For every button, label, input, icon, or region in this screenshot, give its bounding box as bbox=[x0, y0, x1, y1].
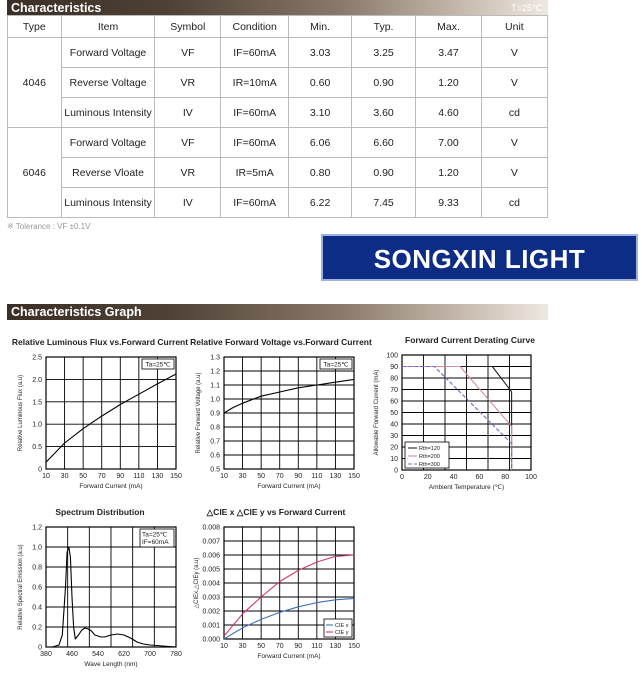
legend-text: Rth=300 bbox=[419, 462, 440, 468]
chart-title: Relative Forward Voltage vs.Forward Current bbox=[190, 337, 372, 347]
legend-text: Ta=25℃ bbox=[145, 361, 171, 369]
y-tick-label: 10 bbox=[390, 456, 398, 463]
typ-cell: 3.60 bbox=[351, 98, 415, 128]
x-tick-label: 150 bbox=[348, 473, 360, 480]
x-tick-label: 130 bbox=[329, 643, 342, 650]
max-cell: 4.60 bbox=[416, 98, 482, 128]
condition-cell: IR=10mA bbox=[221, 68, 289, 98]
x-tick-label: 110 bbox=[311, 643, 323, 650]
y-tick-label: 0.000 bbox=[202, 636, 220, 644]
y-tick-label: 2.5 bbox=[32, 354, 42, 362]
y-axis-label: Allowable Forward Current (mA) bbox=[374, 369, 380, 456]
y-axis-label: Relative Spectral Emission (a.u) bbox=[18, 544, 24, 630]
x-tick-label: 780 bbox=[170, 651, 182, 658]
col-symbol: Symbol bbox=[155, 16, 221, 38]
y-tick-label: 0.4 bbox=[32, 604, 42, 612]
col-unit: Unit bbox=[481, 16, 547, 38]
y-tick-label: 0.004 bbox=[202, 580, 220, 588]
condition-cell: IF=60mA bbox=[221, 188, 289, 218]
y-tick-label: 0.8 bbox=[32, 564, 42, 572]
typ-cell: 0.90 bbox=[351, 68, 415, 98]
min-cell: 3.10 bbox=[289, 98, 352, 128]
y-tick-label: 1.2 bbox=[210, 368, 220, 376]
col-min: Min. bbox=[289, 16, 352, 38]
x-tick-label: 100 bbox=[525, 474, 537, 481]
min-cell: 6.22 bbox=[289, 188, 352, 218]
y-tick-label: 0.7 bbox=[210, 438, 220, 446]
y-tick-label: 1.0 bbox=[210, 396, 220, 404]
y-tick-label: 0.005 bbox=[202, 566, 220, 574]
y-tick-label: 100 bbox=[386, 352, 398, 360]
y-tick-label: 1.0 bbox=[32, 421, 42, 429]
y-tick-label: 0.9 bbox=[210, 410, 220, 418]
x-tick-label: 130 bbox=[329, 473, 342, 480]
col-item: Item bbox=[61, 16, 155, 38]
y-tick-label: 0.002 bbox=[202, 608, 220, 616]
x-tick-label: 700 bbox=[144, 651, 156, 658]
y-tick-label: 50 bbox=[390, 410, 398, 417]
chart-spectrum bbox=[18, 507, 182, 668]
min-cell: 0.60 bbox=[289, 68, 352, 98]
y-tick-label: 0 bbox=[38, 466, 42, 474]
y-tick-label: 80 bbox=[390, 375, 398, 383]
y-tick-label: 90 bbox=[390, 364, 398, 371]
y-tick-label: 0.008 bbox=[202, 524, 220, 532]
max-cell: 1.20 bbox=[416, 68, 482, 98]
condition-cell: IF=60mA bbox=[221, 38, 289, 68]
x-tick-label: 380 bbox=[40, 651, 52, 658]
max-cell: 3.47 bbox=[416, 38, 482, 68]
legend-text: CIE y bbox=[335, 630, 349, 636]
y-tick-label: 1.3 bbox=[210, 354, 220, 362]
legend-text: IF=60mA bbox=[142, 539, 169, 546]
plot-frame bbox=[46, 357, 176, 469]
x-tick-label: 0 bbox=[400, 474, 404, 481]
x-tick-label: 70 bbox=[97, 473, 106, 480]
x-tick-label: 110 bbox=[133, 473, 145, 480]
y-tick-label: 30 bbox=[390, 433, 398, 440]
y-tick-label: 60 bbox=[390, 398, 398, 406]
y-axis-label: Relative Luminous Flux (a.u) bbox=[18, 374, 24, 452]
symbol-cell: VF bbox=[155, 38, 221, 68]
typ-cell: 3.25 bbox=[351, 38, 415, 68]
y-tick-label: 40 bbox=[390, 421, 398, 429]
x-axis-label: Forward Current (mA) bbox=[257, 653, 321, 660]
legend-text: Rth=200 bbox=[419, 454, 440, 460]
col-max: Max. bbox=[416, 16, 482, 38]
type-cell: 4046 bbox=[8, 38, 62, 128]
min-cell: 0.80 bbox=[289, 158, 352, 188]
x-tick-label: 130 bbox=[151, 473, 164, 480]
y-tick-label: 0 bbox=[38, 644, 42, 652]
condition-cell: IF=60mA bbox=[221, 98, 289, 128]
x-axis-label: Ambient Temperature (℃) bbox=[428, 484, 505, 491]
item-cell: Reverse Vloate bbox=[61, 158, 155, 188]
x-axis-label: Forward Current (mA) bbox=[257, 483, 321, 490]
unit-cell: cd bbox=[481, 188, 547, 218]
symbol-cell: VF bbox=[155, 128, 221, 158]
x-tick-label: 150 bbox=[348, 643, 360, 650]
x-tick-label: 10 bbox=[220, 473, 228, 480]
x-tick-label: 90 bbox=[116, 473, 125, 480]
x-tick-label: 60 bbox=[475, 474, 484, 481]
symbol-cell: IV bbox=[155, 98, 221, 128]
unit-cell: V bbox=[481, 68, 547, 98]
y-tick-label: 0.007 bbox=[202, 538, 220, 546]
col-type: Type bbox=[8, 16, 62, 38]
x-tick-label: 30 bbox=[238, 643, 247, 650]
x-tick-label: 110 bbox=[311, 473, 323, 480]
chart-forward-voltage bbox=[190, 337, 372, 490]
y-axis-label: Relative Forward Voltage (a.u) bbox=[196, 372, 202, 454]
type-cell: 6046 bbox=[8, 128, 62, 218]
condition-cell: IF=60mA bbox=[221, 128, 289, 158]
x-tick-label: 50 bbox=[79, 473, 88, 480]
y-tick-label: 0.006 bbox=[202, 552, 220, 560]
chart-cie bbox=[194, 507, 360, 660]
y-tick-label: 0.2 bbox=[32, 624, 42, 632]
temperature-condition: T=25℃ bbox=[511, 3, 542, 13]
y-tick-label: 70 bbox=[390, 387, 398, 394]
x-tick-label: 10 bbox=[42, 473, 50, 480]
x-axis-label: Wave Length (nm) bbox=[84, 661, 138, 668]
x-tick-label: 620 bbox=[118, 651, 130, 658]
legend-text: Ta=25℃ bbox=[323, 361, 349, 369]
x-tick-label: 460 bbox=[66, 651, 78, 658]
item-cell: Luminous Intensity bbox=[61, 188, 155, 218]
item-cell: Forward Voltage bbox=[61, 128, 155, 158]
y-tick-label: 0 bbox=[394, 467, 398, 475]
y-tick-label: 1.1 bbox=[210, 382, 220, 390]
x-tick-label: 80 bbox=[501, 474, 510, 481]
x-tick-label: 70 bbox=[275, 473, 284, 480]
min-cell: 3.03 bbox=[289, 38, 352, 68]
symbol-cell: VR bbox=[155, 68, 221, 98]
chart-title: Relative Luminous Flux vs.Forward Current bbox=[11, 337, 189, 347]
max-cell: 7.00 bbox=[416, 128, 482, 158]
typ-cell: 6.60 bbox=[351, 128, 415, 158]
unit-cell: V bbox=[481, 128, 547, 158]
chart-title: △CIE x △CIE y vs Forward Current bbox=[206, 507, 346, 517]
x-tick-label: 540 bbox=[92, 651, 104, 658]
legend-text: CIE x bbox=[335, 623, 349, 629]
typ-cell: 7.45 bbox=[351, 188, 415, 218]
x-tick-label: 90 bbox=[294, 643, 303, 650]
y-tick-label: 1.2 bbox=[32, 524, 42, 532]
chart-derating bbox=[374, 335, 537, 491]
legend-text: Rth=120 bbox=[419, 446, 440, 452]
x-tick-label: 50 bbox=[257, 473, 266, 480]
item-cell: Forward Voltage bbox=[61, 38, 155, 68]
x-tick-label: 50 bbox=[257, 643, 266, 650]
unit-cell: V bbox=[481, 158, 547, 188]
chart-flux bbox=[12, 337, 188, 490]
max-cell: 1.20 bbox=[416, 158, 482, 188]
item-cell: Luminous Intensity bbox=[61, 98, 155, 128]
chart-title: Spectrum Distribution bbox=[55, 507, 145, 517]
y-tick-label: 0.6 bbox=[32, 584, 42, 592]
x-tick-label: 150 bbox=[170, 473, 182, 480]
condition-cell: IR=5mA bbox=[221, 158, 289, 188]
x-tick-label: 20 bbox=[423, 474, 432, 481]
legend-text: Ta=25℃ bbox=[142, 531, 168, 539]
y-tick-label: 0.6 bbox=[210, 452, 220, 460]
x-tick-label: 90 bbox=[294, 473, 303, 480]
y-axis-label: △CIEx,△CIEy (a.u) bbox=[194, 557, 200, 609]
y-tick-label: 1.5 bbox=[32, 399, 42, 407]
col-condition: Condition bbox=[221, 16, 289, 38]
y-tick-label: 0.8 bbox=[210, 424, 220, 432]
x-axis-label: Forward Current (mA) bbox=[79, 483, 143, 490]
col-typ: Typ. bbox=[351, 16, 415, 38]
y-tick-label: 1.0 bbox=[32, 544, 42, 552]
symbol-cell: VR bbox=[155, 158, 221, 188]
y-tick-label: 20 bbox=[390, 444, 398, 452]
x-tick-label: 70 bbox=[275, 643, 284, 650]
unit-cell: cd bbox=[481, 98, 547, 128]
min-cell: 6.06 bbox=[289, 128, 352, 158]
graph-title: Characteristics Graph bbox=[11, 305, 142, 319]
characteristics-title: Characteristics bbox=[11, 1, 102, 15]
y-tick-label: 0.5 bbox=[210, 466, 220, 474]
max-cell: 9.33 bbox=[416, 188, 482, 218]
y-tick-label: 2.0 bbox=[32, 376, 42, 384]
y-tick-label: 0.001 bbox=[202, 622, 220, 630]
chart-title: Forward Current Derating Curve bbox=[405, 335, 535, 345]
x-tick-label: 30 bbox=[60, 473, 69, 480]
x-tick-label: 30 bbox=[238, 473, 247, 480]
unit-cell: V bbox=[481, 38, 547, 68]
item-cell: Reverse Voltage bbox=[61, 68, 155, 98]
x-tick-label: 40 bbox=[449, 474, 458, 481]
y-tick-label: 0.003 bbox=[202, 594, 220, 602]
typ-cell: 0.90 bbox=[351, 158, 415, 188]
x-tick-label: 10 bbox=[220, 643, 228, 650]
brand-logo-text: SONGXIN LIGHT bbox=[373, 244, 586, 274]
symbol-cell: IV bbox=[155, 188, 221, 218]
tolerance-note: ※ Tolerance : VF ±0.1V bbox=[7, 222, 91, 231]
y-tick-label: 0.5 bbox=[32, 444, 42, 452]
